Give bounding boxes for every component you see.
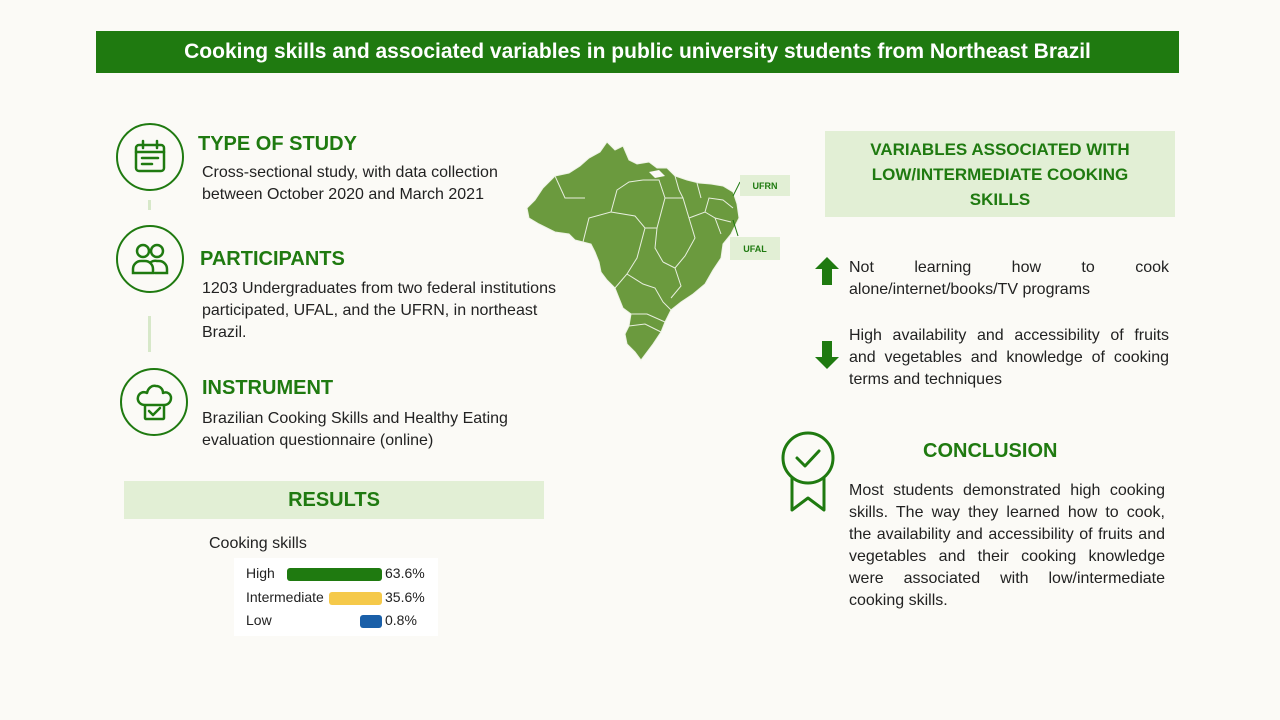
timeline-connector bbox=[148, 316, 151, 352]
brazil-map-shape bbox=[527, 142, 739, 360]
chart-title: Cooking skills bbox=[209, 535, 307, 552]
participants-heading: PARTICIPANTS bbox=[200, 248, 345, 270]
arrow-up-icon bbox=[815, 257, 839, 285]
bar-intermediate bbox=[329, 592, 382, 605]
award-badge-icon bbox=[780, 430, 836, 514]
users-icon bbox=[116, 225, 184, 293]
chef-hat-icon bbox=[120, 368, 188, 436]
variable-item-down: High availability and accessibility of fruits and vegetables and knowledge of cooking terms and techniques bbox=[849, 327, 1169, 388]
calendar-icon bbox=[116, 123, 184, 191]
variable-item-up: Not learning how to cook alone/internet/books/TV programs bbox=[849, 259, 1169, 298]
brazil-map bbox=[525, 138, 745, 363]
variables-heading: VARIABLES ASSOCIATED WITH LOW/INTERMEDIATE COOKING SKILLS bbox=[825, 131, 1175, 217]
bar-high bbox=[287, 568, 382, 581]
conclusion-heading: CONCLUSION bbox=[923, 440, 1058, 462]
participants-text: 1203 Undergraduates from two federal institutions participated, UFAL, and the UFRN, in northeast Brazil. bbox=[202, 280, 556, 341]
ufrn-label: UFRN bbox=[740, 175, 790, 196]
results-heading: RESULTS bbox=[124, 481, 544, 519]
instrument-text: Brazilian Cooking Skills and Healthy Eating evaluation questionnaire (online) bbox=[202, 410, 508, 449]
cooking-skills-chart bbox=[234, 558, 438, 636]
instrument-heading: INSTRUMENT bbox=[202, 377, 334, 399]
type-of-study-heading: TYPE OF STUDY bbox=[198, 133, 357, 155]
bar-label-intermediate: Intermediate bbox=[246, 589, 324, 605]
conclusion-text: Most students demonstrated high cooking skills. The way they learned how to cook, the availability and accessibility of fruits and vegetables and their cooking knowledge were associated with low/intermediate cooking skills. bbox=[849, 482, 1165, 609]
page-title: Cooking skills and associated variables in public university students from Northeast Brazil bbox=[96, 31, 1179, 73]
timeline-connector bbox=[148, 200, 151, 210]
ufal-label: UFAL bbox=[730, 237, 780, 260]
bar-label-low: Low bbox=[246, 612, 272, 628]
bar-value-low: 0.8% bbox=[385, 612, 417, 628]
arrow-down-icon bbox=[815, 341, 839, 369]
bar-label-high: High bbox=[246, 565, 275, 581]
bar-value-intermediate: 35.6% bbox=[385, 589, 425, 605]
bar-value-high: 63.6% bbox=[385, 565, 425, 581]
bar-low bbox=[360, 615, 382, 628]
type-of-study-text: Cross-sectional study, with data collection between October 2020 and March 2021 bbox=[202, 164, 498, 203]
